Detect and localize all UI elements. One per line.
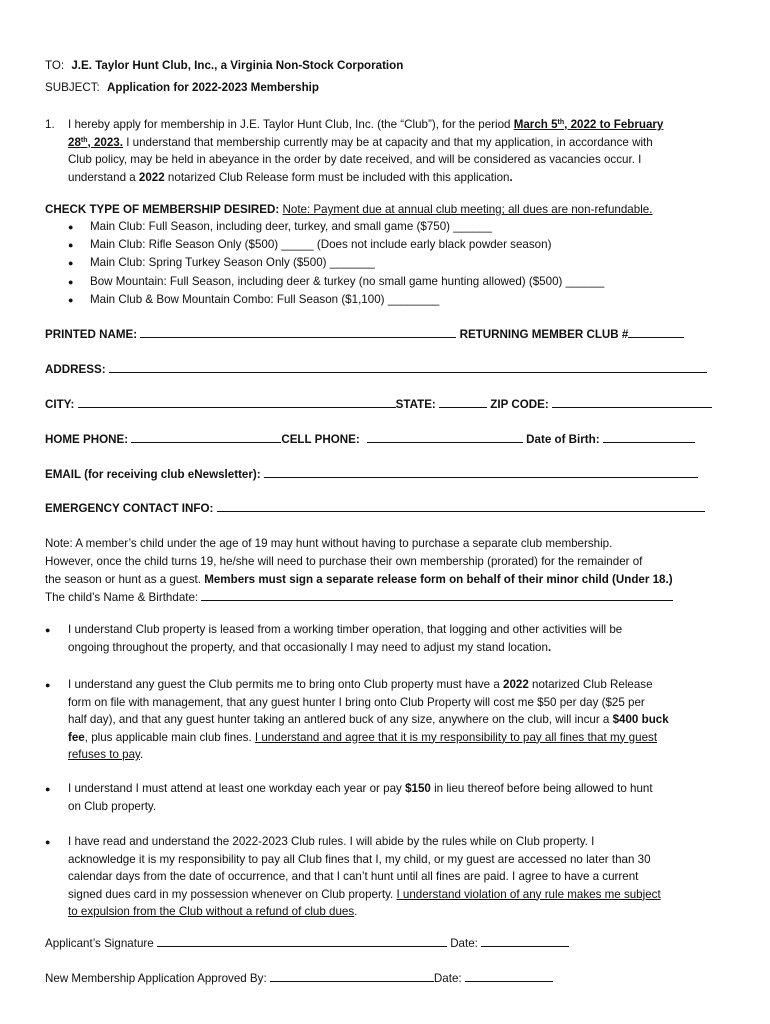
membership-note: Note: Payment due at annual club meeting; all dues are non-refundable. bbox=[282, 203, 653, 216]
applicant-date-field[interactable] bbox=[481, 935, 569, 947]
membership-option[interactable]: ● Main Club & Bow Mountain Combo: Full Season ($1,100) ________ bbox=[68, 291, 604, 309]
subject-value: Application for 2022-2023 Membership bbox=[107, 81, 319, 94]
bullet-3-text: I understand I must attend at least one workday each year or pay $150 in lieu thereof before being allowed to hunt on Club property. bbox=[68, 782, 653, 813]
city-row bbox=[45, 396, 712, 412]
address-row bbox=[45, 361, 707, 377]
state-field[interactable] bbox=[439, 396, 487, 408]
bullet-icon: ● bbox=[68, 276, 74, 287]
date-label: Date: bbox=[433, 972, 462, 985]
printed-name-row bbox=[45, 326, 684, 342]
child-note-line: However, once the child turns 19, he/she will need to purchase their own membership (prorated) for the remainder of bbox=[45, 555, 643, 568]
bullet-2-text: I understand any guest the Club permits me to bring onto Club property must have a 2022 notarized Club Release form on file with management, that any guest hunter I bring onto Club Property will cost me $50 per day ($25 per half day), and that any guest hunter taking an antlered buck of any size, anywhere on the club, will incur a $400 buck fee, plus applicable main club fines. I understand and agree that it is my responsibility to pay all fines that my guest refuses to pay. bbox=[68, 678, 669, 761]
email-label: EMAIL (for receiving club eNewsletter): bbox=[45, 468, 261, 481]
home-phone-field[interactable] bbox=[131, 431, 281, 443]
child-name-row bbox=[45, 589, 673, 607]
child-name-field[interactable] bbox=[201, 589, 673, 601]
bullet-icon: ● bbox=[68, 222, 74, 232]
email-field[interactable] bbox=[264, 466, 698, 478]
approval-row bbox=[45, 970, 553, 986]
item-1-paragraph bbox=[68, 116, 663, 186]
emergency-field[interactable] bbox=[217, 500, 705, 512]
child-name-label: The child’s Name & Birthdate: bbox=[45, 591, 199, 604]
membership-option[interactable]: ● Main Club: Rifle Season Only ($500) _____ (Does not include early black powder season) bbox=[68, 236, 604, 254]
item-1-line-1: I hereby apply for membership in J.E. Taylor Hunt Club, Inc. (the “Club”), for the period March 5th, 2022 to February bbox=[68, 118, 664, 131]
phone-row bbox=[45, 431, 695, 447]
approved-by-label: New Membership Application Approved By: bbox=[45, 972, 267, 985]
bullet-icon: ● bbox=[45, 680, 51, 690]
state-label: STATE: bbox=[395, 398, 436, 411]
approval-date-field[interactable] bbox=[465, 970, 553, 982]
membership-heading: CHECK TYPE OF MEMBERSHIP DESIRED: bbox=[45, 203, 280, 216]
cell-phone-label: CELL PHONE: bbox=[281, 433, 360, 446]
child-note-line: Note: A member’s child under the age of 19 may hunt without having to purchase a separate club membership. bbox=[45, 537, 613, 550]
subject-line bbox=[45, 80, 319, 95]
dob-label: Date of Birth: bbox=[526, 433, 600, 446]
returning-member-field[interactable] bbox=[628, 326, 684, 338]
to-line bbox=[45, 58, 403, 73]
city-field[interactable] bbox=[78, 396, 396, 408]
membership-option[interactable]: ● Main Club: Spring Turkey Season Only ($500) _______ bbox=[68, 254, 604, 272]
applicant-signature-row bbox=[45, 935, 569, 951]
subject-label: SUBJECT: bbox=[45, 81, 100, 94]
bullet-1-text: I understand Club property is leased from a working timber operation, that logging and other activities will be ongoing throughout the property, and that occasionally I may need to adjust my stand location. bbox=[68, 623, 623, 654]
to-value: J.E. Taylor Hunt Club, Inc., a Virginia Non-Stock Corporation bbox=[71, 59, 404, 72]
bullet-icon: ● bbox=[45, 837, 51, 847]
printed-name-label: PRINTED NAME: bbox=[45, 328, 138, 341]
membership-options bbox=[68, 218, 604, 309]
emergency-row bbox=[45, 500, 705, 516]
membership-option[interactable]: ● Main Club: Full Season, including deer, turkey, and small game ($750) ______ bbox=[68, 218, 604, 236]
child-note bbox=[45, 535, 673, 607]
child-note-line: the season or hunt as a guest. Members must sign a separate release form on behalf of their minor child (Under 18.) bbox=[45, 573, 673, 586]
membership-heading-line bbox=[45, 202, 652, 217]
item-1-number: 1. bbox=[45, 118, 55, 131]
bullet-icon: ● bbox=[45, 784, 51, 794]
applicant-signature-field[interactable] bbox=[157, 935, 447, 947]
to-label: TO: bbox=[45, 59, 65, 72]
cell-phone-field[interactable] bbox=[367, 431, 523, 443]
membership-option[interactable]: ● Bow Mountain: Full Season, including deer & turkey (no small game hunting allowed) ($500) ______ bbox=[68, 273, 604, 291]
email-row bbox=[45, 466, 698, 482]
bullet-icon: ● bbox=[68, 294, 74, 305]
item-1-line-3: Club policy, may be held in abeyance in the order by date received, and will be considered as vacancies occur. I bbox=[68, 153, 642, 166]
bullet-icon: ● bbox=[68, 258, 74, 269]
emergency-label: EMERGENCY CONTACT INFO: bbox=[45, 502, 214, 515]
zip-label: ZIP CODE: bbox=[490, 398, 549, 411]
bullet-icon: ● bbox=[68, 240, 74, 251]
approved-by-field[interactable] bbox=[270, 970, 434, 982]
home-phone-label: HOME PHONE: bbox=[45, 433, 129, 446]
address-field[interactable] bbox=[109, 361, 707, 373]
city-label: CITY: bbox=[45, 398, 75, 411]
returning-member-label: RETURNING MEMBER CLUB # bbox=[459, 328, 629, 341]
bullet-4-text: I have read and understand the 2022-2023 Club rules. I will abide by the rules while on Club property. I acknowledge it is my responsibility to pay all Club fines that I, my child, or my guest are accessed no later than 30 calendar days from the date of occurrence, and that I can’t hunt until all fines are paid. I agree to have a current signed dues card in my possession whenever on Club property. I understand violation of any rule makes me subject to expulsion from the Club without a refund of club dues. bbox=[68, 835, 661, 918]
applicant-signature-label: Applicant’s Signature bbox=[45, 937, 154, 950]
dob-field[interactable] bbox=[603, 431, 695, 443]
printed-name-field[interactable] bbox=[140, 326, 456, 338]
bullet-icon: ● bbox=[45, 625, 51, 635]
item-1-line-2: 28th, 2023. I understand that membership currently may be at capacity and that my application, in accordance with bbox=[68, 135, 653, 149]
address-label: ADDRESS: bbox=[45, 363, 106, 376]
date-label: Date: bbox=[450, 937, 478, 950]
zip-field[interactable] bbox=[552, 396, 712, 408]
item-1-line-4: understand a 2022 notarized Club Release form must be included with this application. bbox=[68, 170, 513, 184]
